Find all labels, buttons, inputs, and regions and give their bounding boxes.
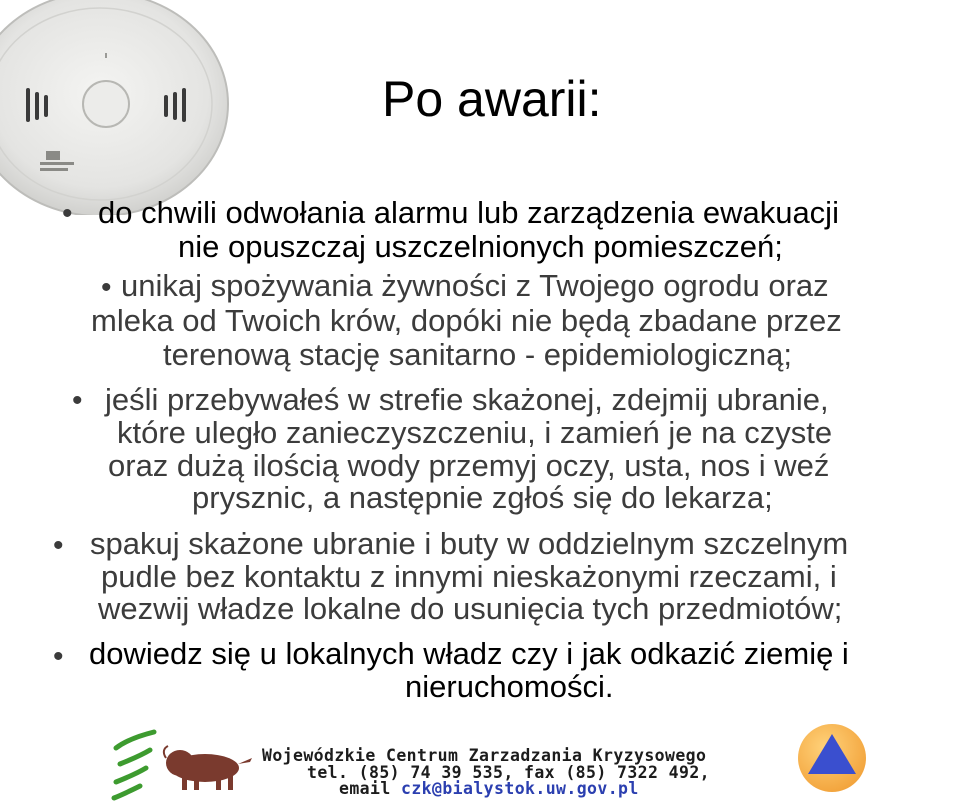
bullet-marker-1: • xyxy=(62,197,73,230)
civil-defense-icon xyxy=(796,722,868,794)
bullet-1-line-1: do chwili odwołania alarmu lub zarządzenia ewakuacji xyxy=(98,195,839,230)
bullet-1-line-2: nie opuszczaj uszczelnionych pomieszczeń; xyxy=(178,229,783,264)
footer-email-label: email xyxy=(339,779,402,798)
slide-title: Po awarii: xyxy=(382,71,602,127)
bullet-2-line-3: terenową stację sanitarno - epidemiologiczną; xyxy=(163,337,792,372)
bison-logo-icon xyxy=(110,726,260,804)
bullet-marker-3: • xyxy=(72,384,83,417)
footer-email-line xyxy=(339,779,639,798)
bullet-3-line-1: jeśli przebywałeś w strefie skażonej, zdejmij ubranie, xyxy=(105,382,829,417)
footer-email-link[interactable]: czk@bialystok.uw.gov.pl xyxy=(401,779,639,798)
footer xyxy=(0,718,960,804)
smoke-detector-icon xyxy=(0,0,230,215)
bullet-3-line-4: prysznic, a następnie zgłoś się do lekarza; xyxy=(192,480,773,515)
bullet-marker-5: • xyxy=(53,640,64,673)
bullet-2-line-2: mleka od Twoich krów, dopóki nie będą zbadane przez xyxy=(91,303,842,338)
bullet-marker-2: • xyxy=(101,271,112,304)
bullet-5-line-1: dowiedz się u lokalnych władz czy i jak odkazić ziemię i xyxy=(89,636,849,671)
footer-phone-fax: tel. (85) 74 39 535, fax (85) 7322 492, xyxy=(307,763,711,782)
bullet-3-line-3: oraz dużą ilością wody przemyj oczy, usta, nos i weź xyxy=(108,448,830,483)
bullet-4-line-3: wezwij władze lokalne do usunięcia tych przedmiotów; xyxy=(98,591,843,626)
bullet-2-line-1: unikaj spożywania żywności z Twojego ogrodu oraz xyxy=(121,268,829,303)
bullet-5-line-2: nieruchomości. xyxy=(405,669,614,704)
bullet-marker-4: • xyxy=(53,529,64,562)
bullet-4-line-2: pudle bez kontaktu z innymi nieskażonymi rzeczami, i xyxy=(101,559,837,594)
footer-org-name: Wojewódzkie Centrum Zarzadzania Kryzysowego xyxy=(262,746,707,765)
bullet-3-line-2: które uległo zanieczyszczeniu, i zamień je na czyste xyxy=(117,415,833,450)
bullet-4-line-1: spakuj skażone ubranie i buty w oddzielnym szczelnym xyxy=(90,526,849,561)
